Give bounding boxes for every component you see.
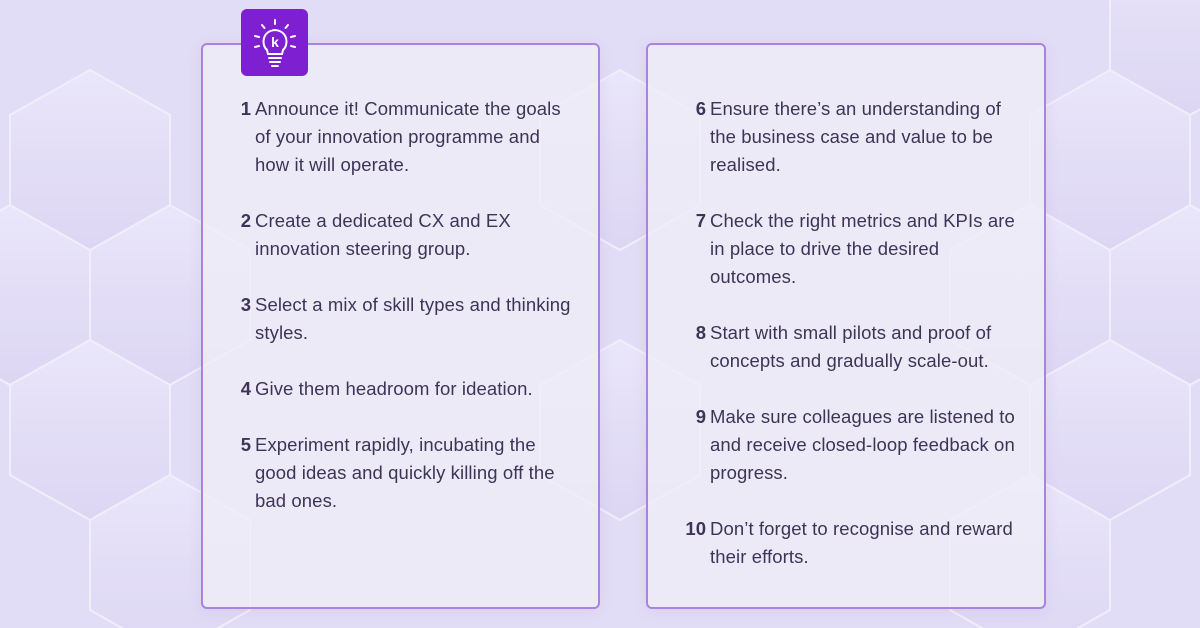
item-text: Check the right metrics and KPIs are in place to drive the desired outcomes. <box>710 210 1015 287</box>
item-text: Create a dedicated CX and EX innovation steering group. <box>255 210 511 259</box>
item-text: Don’t forget to recognise and reward their efforts. <box>710 518 1013 567</box>
list-item <box>648 207 1028 291</box>
logo-letter: k <box>270 33 279 50</box>
lightbulb-logo <box>241 9 308 76</box>
right-tips-list <box>648 95 1028 599</box>
list-item <box>203 431 573 515</box>
item-number: 2 <box>240 210 251 231</box>
list-item <box>203 291 573 347</box>
item-text: Announce it! Communicate the goals of your innovation programme and how it will operate. <box>255 98 561 175</box>
item-text: Experiment rapidly, incubating the good ideas and quickly killing off the bad ones. <box>255 434 555 511</box>
list-item <box>648 403 1028 487</box>
list-item <box>203 207 573 263</box>
left-tips-card <box>201 43 600 609</box>
list-item <box>648 319 1028 375</box>
item-text: Make sure colleagues are listened to and receive closed-loop feedback on progress. <box>710 406 1015 483</box>
item-number: 3 <box>240 294 251 315</box>
list-item <box>203 95 573 179</box>
item-number: 10 <box>685 518 706 539</box>
item-number: 5 <box>240 434 251 455</box>
item-text: Ensure there’s an understanding of the business case and value to be realised. <box>710 98 1002 175</box>
list-item <box>648 95 1028 179</box>
item-number: 9 <box>695 406 706 427</box>
item-number: 1 <box>240 98 251 119</box>
right-tips-card <box>646 43 1046 609</box>
item-number: 4 <box>240 378 251 399</box>
lightbulb-k-icon <box>249 17 301 69</box>
item-text: Select a mix of skill types and thinking styles. <box>255 294 571 343</box>
list-item <box>648 515 1028 571</box>
left-tips-list <box>203 95 573 543</box>
item-text: Give them headroom for ideation. <box>255 378 533 399</box>
item-text: Start with small pilots and proof of concepts and gradually scale-out. <box>710 322 992 371</box>
item-number: 7 <box>695 210 706 231</box>
item-number: 8 <box>695 322 706 343</box>
item-number: 6 <box>695 98 706 119</box>
list-item <box>203 375 573 403</box>
